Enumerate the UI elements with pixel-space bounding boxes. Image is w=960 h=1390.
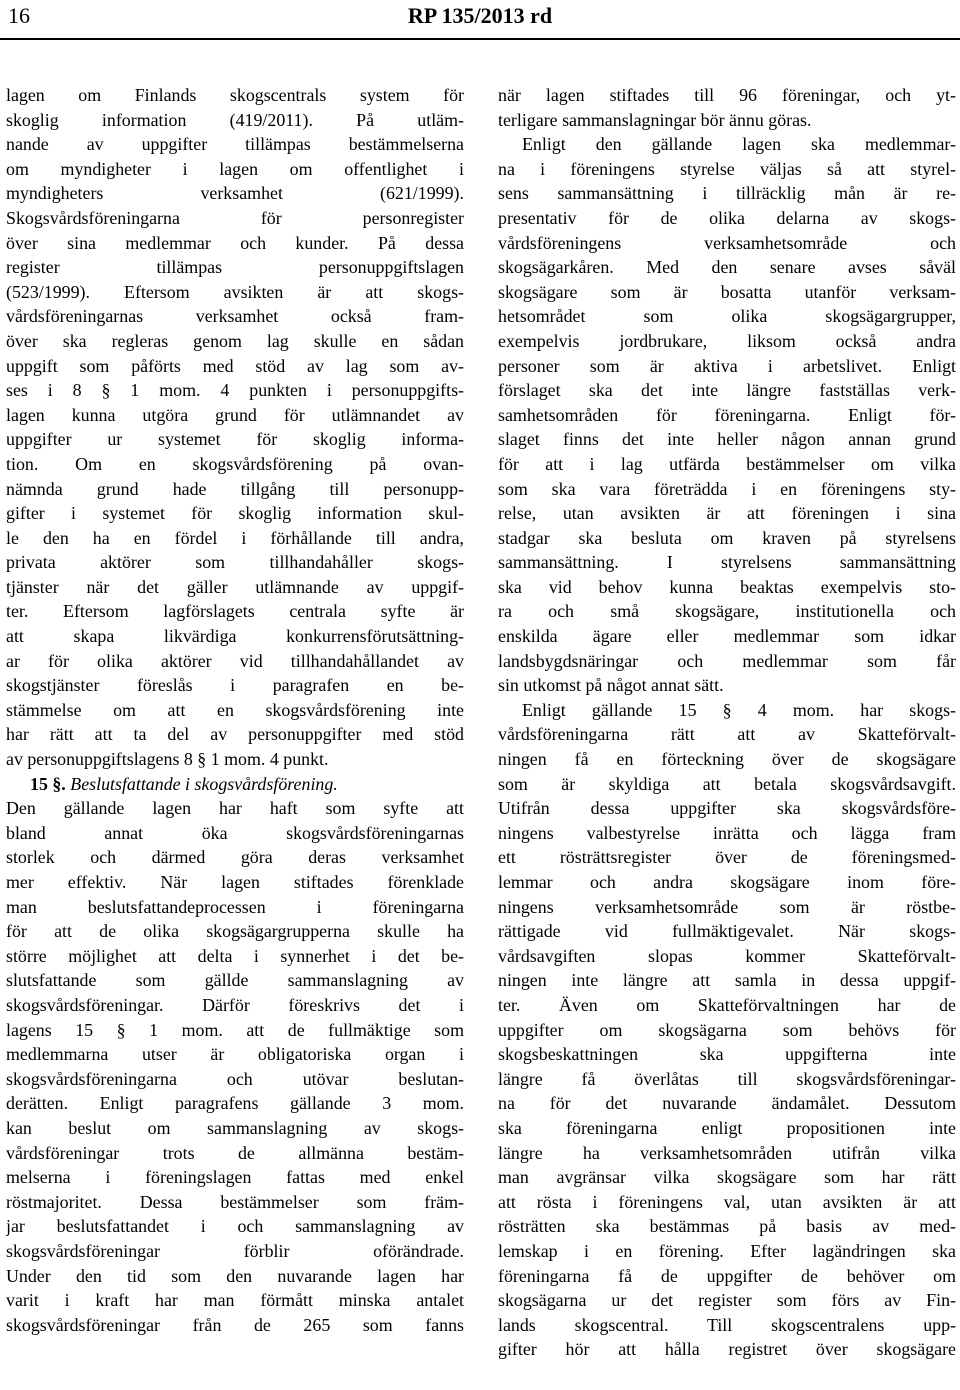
text-line: förslaget ska det inte längre fastställas verk- xyxy=(498,380,956,401)
text-line: som är skyldiga att betala skogsvårdsavgift. xyxy=(498,773,956,794)
text-line: le den ha en fördel i förhållande till andra, xyxy=(6,527,464,548)
text-line: privata aktörer som tillhandahåller skogs- xyxy=(6,552,464,573)
text-line: vårdsföreningarna rätt att av Skatteförvalt- xyxy=(498,724,956,745)
text-line: relse, utan avsikten är att föreningen i sina xyxy=(498,503,956,524)
document-id: RP 135/2013 rd xyxy=(407,3,553,28)
text-line: tion. Om en skogsvårdsförening på ovan- xyxy=(6,453,464,474)
text-line: skogsvårdsföreningar från de 265 som fanns xyxy=(6,1314,464,1335)
text-line: medlemmarna utser är obligatoriska organ i xyxy=(6,1044,464,1065)
text-line: större möjlighet att delta i synnerhet i det be- xyxy=(6,945,464,966)
text-line: ningens verksamhetsområde som är röstbe- xyxy=(498,896,956,917)
right-column xyxy=(498,83,956,1362)
text-line: rättigade vid fullmäktigevalet. När skogs- xyxy=(498,921,956,942)
text-line: tjänster när det gäller utlämnande av uppgif- xyxy=(6,576,464,597)
text-line: skogsvårdsföreningarna och utövar beslutan- xyxy=(6,1068,464,1089)
text-line: presentativ för de olika delarna av skogs- xyxy=(498,207,956,228)
text-line: landsbygdsnäringar och medlemmar som får xyxy=(498,650,956,671)
text-line: samhetsområden för föreningarna. Enligt för- xyxy=(498,404,956,425)
text-line: ska föreningarna enligt propositionen inte xyxy=(498,1117,956,1138)
text-line: ska vid behov kunna beaktas exempelvis sto- xyxy=(498,576,956,597)
text-line: Enligt gällande 15 § 4 mom. har skogs- xyxy=(522,699,956,720)
text-line: ter. Eftersom lagförslagets centrala syfte är xyxy=(6,601,464,622)
text-line: över sina medlemmar och kunder. På dessa xyxy=(6,232,464,253)
left-column xyxy=(6,83,464,1337)
text-line: kan beslut om sammanslagning av skogs- xyxy=(6,1117,464,1138)
text-line: na för det nuvarande ändamålet. Dessutom xyxy=(498,1093,956,1114)
text-line: sin utkomst på något annat sätt. xyxy=(498,675,724,696)
text-line: uppgifter om skogsägarna som behövs för xyxy=(498,1019,956,1040)
text-line: lagen kunna utgöra grund för utlämnandet av xyxy=(6,404,464,425)
text-line: över ska regleras genom lag skulle en sådan xyxy=(6,330,464,351)
text-line: Enligt den gällande lagen ska medlemmar- xyxy=(522,134,956,155)
text-line: för att i lag utfärda bestämmelser om vilka xyxy=(498,453,956,474)
text-line: stämmelse om att en skogsvårdsförening inte xyxy=(6,699,464,720)
text-line: ningens valbestyrelse inrätta och lägga fram xyxy=(498,822,956,843)
text-line: slutsfattande som gällde sammanslagning av xyxy=(6,970,464,991)
text-line: vårdsavgiften slopas kommer Skatteförvalt- xyxy=(498,945,956,966)
text-line: terligare sammanslagningar bör ännu göras. xyxy=(498,109,812,130)
text-line: uppgift som påförts med stöd av lag som av- xyxy=(6,355,464,376)
text-line: skogstjänster föreslås i paragrafen en be- xyxy=(6,675,464,696)
text-line: skoglig information (419/2011). På utläm- xyxy=(6,109,464,130)
text-line: slaget finns det inte heller någon annan grund xyxy=(498,429,956,450)
text-line: hetsområdet som olika skogsägargrupper, xyxy=(498,306,956,327)
section-title: Beslutsfattande i skogsvårdsförening. xyxy=(70,773,338,794)
page-number: 16 xyxy=(8,3,30,28)
text-line: uppgifter ur systemet för skoglig informa- xyxy=(6,429,464,450)
text-line: ningen få en förteckning över de skogsägare xyxy=(498,749,956,770)
text-line: melserna i föreningslagen fattas med enkel xyxy=(6,1167,464,1188)
text-line: mer effektiv. När lagen stiftades förenklade xyxy=(6,872,464,892)
text-line: lagen om Finlands skogscentrals system för xyxy=(6,85,464,105)
text-line: vårdsföreningarnas verksamhet också fram- xyxy=(6,306,464,327)
text-line: ses i 8 § 1 mom. 4 punkten i personuppgifts- xyxy=(6,380,464,401)
text-line: sammansättning. I styrelsens sammansättning xyxy=(498,552,956,573)
text-line: att rösta i föreningens val, utan avsikten är att xyxy=(498,1191,956,1212)
text-line: myndigheters verksamhet (621/1999). xyxy=(6,183,464,204)
text-line: att skapa likvärdiga konkurrensförutsättning- xyxy=(6,626,464,647)
text-line: enskilda ägare eller medlemmar som idkar xyxy=(498,626,956,647)
text-line: Utifrån dessa uppgifter ska skogsvårdsföre- xyxy=(498,798,956,819)
text-line: skogsägarna ur det register som förs av Fin- xyxy=(498,1290,956,1311)
text-line: ett rösträttsregister över de föreningsmed- xyxy=(498,847,956,868)
text-line: ra och små skogsägare, institutionella och xyxy=(498,601,956,622)
text-line: Under den tid som den nuvarande lagen har xyxy=(6,1265,464,1286)
text-line: skogsvårdsföreningar. Därför föreskrivs det i xyxy=(6,994,464,1015)
text-line: personer som är aktiva i arbetslivet. Enligt xyxy=(498,355,956,376)
text-line: nämnda grund hade tillgång till personupp- xyxy=(6,478,464,499)
text-line: skogsägare som är bosatta utanför verksam- xyxy=(498,281,956,302)
text-line: (523/1999). Eftersom avsikten är att skogs- xyxy=(6,281,464,302)
text-line: lemmar och andra skogsägare inom före- xyxy=(498,872,956,892)
text-line: gifter i systemet för skoglig information skul- xyxy=(6,503,464,524)
text-line: skogsägarkåren. Med den senare avses såväl xyxy=(498,257,956,278)
text-line: som ska vara företrädda i en föreningens sty- xyxy=(498,478,956,499)
text-line: röstmajoritet. Dessa bestämmelser som främ- xyxy=(6,1191,464,1212)
text-line: längre ha verksamhetsområden utifrån vilka xyxy=(498,1142,956,1163)
text-line: man avgränsar vilka skogsägare som har rätt xyxy=(498,1167,956,1188)
text-line: register tillämpas personuppgiftslagen xyxy=(6,257,464,278)
text-line: nande av uppgifter tillämpas bestämmelserna xyxy=(6,134,464,155)
text-line: na i föreningens styrelse väljas så att styrel- xyxy=(498,158,956,179)
page-header xyxy=(0,0,960,36)
text-line: rösträtten ska bestämmas på basis av med- xyxy=(498,1216,956,1237)
text-line: Skogsvårdsföreningarna för personregister xyxy=(6,207,464,228)
header-rule xyxy=(0,38,960,40)
text-line: skogsvårdsföreningar förblir oförändrade. xyxy=(6,1240,464,1261)
text-line: jar beslutsfattandet i och sammanslagning av xyxy=(6,1216,464,1237)
text-line: när lagen stiftades till 96 föreningar, och yt- xyxy=(498,85,956,105)
text-line: vårdsföreningar trots de allmänna bestäm- xyxy=(6,1142,464,1163)
text-line: derätten. Enligt paragrafens gällande 3 mom. xyxy=(6,1093,464,1114)
text-line: föreningarna få de uppgifter de behöver om xyxy=(498,1265,956,1286)
section-number: 15 §. xyxy=(30,773,66,794)
text-line: lemskap i en förening. Efter lagändringen ska xyxy=(498,1240,956,1261)
text-line: ningen inte längre att samla in dessa uppgif- xyxy=(498,970,956,991)
text-line: ar för olika aktörer vid tillhandahållandet av xyxy=(6,650,464,671)
text-line: exempelvis jordbrukare, liksom också andra xyxy=(498,330,956,351)
section-heading xyxy=(6,772,464,797)
text-line: varit i kraft har man förmått minska antalet xyxy=(6,1290,464,1311)
text-line: lagens 15 § 1 mom. att de fullmäktige som xyxy=(6,1019,464,1040)
text-line: längre få överlåtas till skogsvårdsföreningar- xyxy=(498,1068,956,1089)
text-line: gifter hör att hålla registret över skogsägare xyxy=(498,1339,956,1360)
text-line: stadgar ska besluta om kraven på styrelsens xyxy=(498,527,956,548)
text-line: man beslutsfattandeprocessen i föreningarna xyxy=(6,896,464,917)
text-line: om myndigheter i lagen om offentlighet i xyxy=(6,158,464,179)
text-line: bland annat öka skogsvårdsföreningarnas xyxy=(6,822,464,843)
text-line: storlek och därmed göra deras verksamhet xyxy=(6,847,464,868)
text-line: skogsbeskattningen ska uppgifterna inte xyxy=(498,1044,956,1065)
text-line: för att de olika skogsägargrupperna skulle ha xyxy=(6,921,464,942)
text-line: av personuppgiftslagens 8 § 1 mom. 4 punkt. xyxy=(6,749,329,770)
text-line: sens sammansättning i tillräcklig mån är re- xyxy=(498,183,956,204)
text-line: Den gällande lagen har haft som syfte att xyxy=(6,798,464,819)
text-line: har rätt att ta del av personuppgifter med stöd xyxy=(6,724,464,745)
text-line: lands skogscentral. Till skogscentralens upp- xyxy=(498,1314,956,1335)
text-line: vårdsföreningens verksamhetsområde och xyxy=(498,232,956,253)
text-line: ter. Även om Skatteförvaltningen har de xyxy=(498,994,956,1015)
